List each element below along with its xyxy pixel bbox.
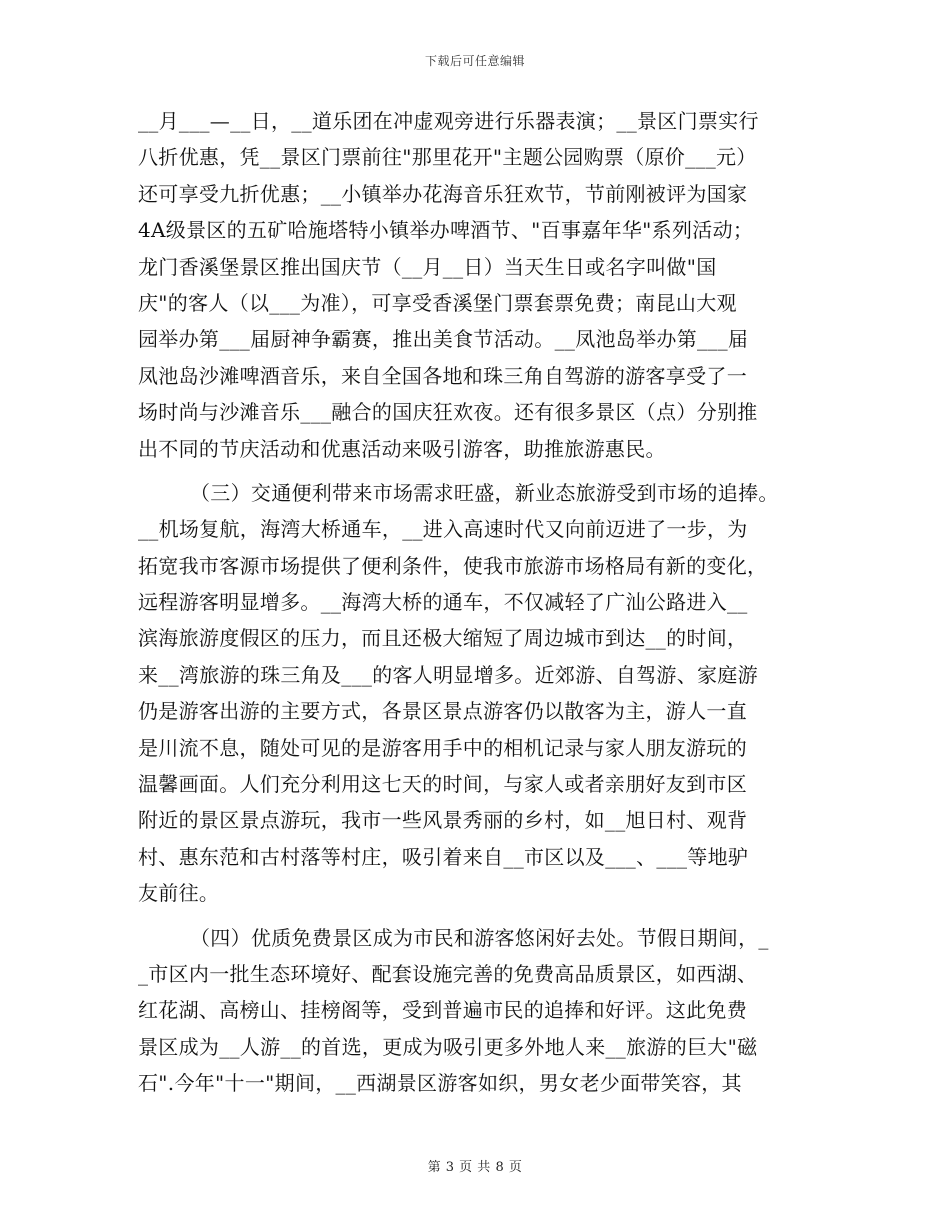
text-line: 远程游客明显增多。__海湾大桥的通车，不仅减轻了广汕公路进入__ xyxy=(138,590,748,615)
text-line: 景区成为__人游__的首选，更成为吸引更多外地人来__旅游的巨大"磁 xyxy=(138,1034,758,1059)
text-line: 八折优惠，凭__景区门票前往"那里花开"主题公园购票（原价___元） xyxy=(138,145,757,170)
document-body xyxy=(138,103,810,1102)
paragraph-spacing xyxy=(138,467,810,475)
text-line: 石".今年"十一"期间，__西湖景区游客如织，男女老少面带笑容，其 xyxy=(138,1071,742,1096)
text-line: 温馨画面。人们充分利用这七天的时间，与家人或者亲朋好友到市区 xyxy=(138,772,747,797)
text-line: 友前往。 xyxy=(138,881,220,906)
page-header: 下载后可任意编辑 xyxy=(424,54,525,68)
paragraph-1 xyxy=(138,103,810,467)
text-line: （三）交通便利带来市场需求旺盛，新业态旅游受到市场的追捧。 xyxy=(190,480,779,505)
paragraph-2 xyxy=(138,475,810,912)
paragraph-3 xyxy=(138,920,810,1102)
text-line: 场时尚与沙滩音乐___融合的国庆狂欢夜。还有很多景区（点）分别推 xyxy=(138,400,758,425)
text-line: 园举办第___届厨神争霸赛，推出美食节活动。__凤池岛举办第___届 xyxy=(138,327,749,352)
text-line: 出不同的节庆活动和优惠活动来吸引游客，助推旅游惠民。 xyxy=(138,436,666,461)
paragraph-spacing xyxy=(138,912,810,920)
text-line: 村、惠东范和古村落等村庄，吸引着来自__市区以及___、___等地驴 xyxy=(138,844,749,869)
text-line: _市区内一批生态环境好、配套设施完善的免费高品质景区，如西湖、 xyxy=(138,961,758,986)
page-footer: 第 3 页 共 8 页 xyxy=(427,1160,523,1175)
text-line: __机场复航，海湾大桥通车，__进入高速时代又向前迈进了一步，为 xyxy=(138,517,748,542)
text-line: 拓宽我市客源市场提供了便利条件，使我市旅游市场格局有新的变化， xyxy=(138,553,768,578)
text-line: 来__湾旅游的珠三角及___的客人明显增多。近郊游、自驾游、家庭游 xyxy=(138,662,758,687)
text-line: 红花湖、高榜山、挂榜阁等，受到普遍市民的追捧和好评。这此免费 xyxy=(138,998,747,1023)
text-line: 龙门香溪堡景区推出国庆节（__月__日）当天生日或名字叫做"国 xyxy=(138,254,717,279)
text-line: __月___—__日，__道乐团在冲虚观旁进行乐器表演；__景区门票实行 xyxy=(138,109,759,133)
text-line: 庆"的客人（以___为准），可享受香溪堡门票套票免费；南昆山大观 xyxy=(138,290,737,315)
text-line: 还可享受九折优惠；__小镇举办花海音乐狂欢节，节前刚被评为国家 xyxy=(138,181,748,206)
text-line: 附近的景区景点游玩，我市一些风景秀丽的乡村，如__旭日村、观背 xyxy=(138,808,748,833)
text-line: 凤池岛沙滩啤酒音乐，来自全国各地和珠三角自驾游的游客享受了一 xyxy=(138,363,747,388)
text-line: 是川流不息，随处可见的是游客用手中的相机记录与家人朋友游玩的 xyxy=(138,735,747,760)
text-line: 仍是游客出游的主要方式，各景区景点游客仍以散客为主，游人一直 xyxy=(138,699,747,724)
text-line: （四）优质免费景区成为市民和游客悠闲好去处。节假日期间，_ xyxy=(190,925,769,950)
text-line: 4A级景区的五矿哈施塔特小镇举办啤酒节、"百事嘉年华"系列活动； xyxy=(138,218,754,243)
text-line: 滨海旅游度假区的压力，而且还极大缩短了周边城市到达__的时间， xyxy=(138,626,748,651)
